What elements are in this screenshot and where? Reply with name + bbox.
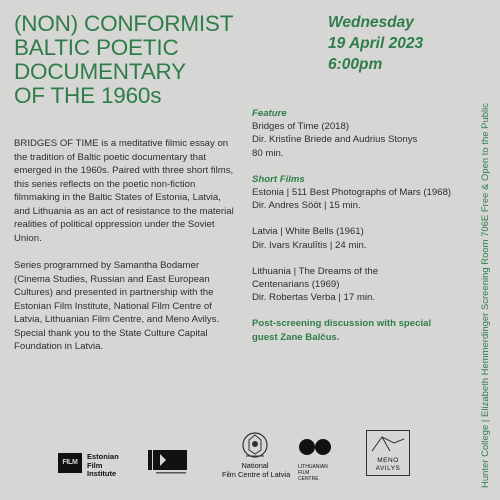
emblem-logo (148, 450, 192, 476)
meno-avilys-logo (366, 430, 410, 476)
short-director: Dir. Andres Sööt | 15 min. (252, 200, 361, 212)
lfc-line: CENTRE (298, 476, 319, 482)
program-listing (252, 107, 452, 344)
partner-logos (0, 420, 470, 500)
page-title (14, 12, 314, 108)
intro-text (14, 137, 234, 368)
feature-title: Bridges of Time (2018) (252, 121, 350, 133)
short-title: Latvia | White Bells (1961) (252, 226, 364, 238)
intro-paragraph-credits: Series programmed by Samantha Bodamer (Cinema Studies, Russian and East European Cultures) and presented in partnership with the Estonian Film Institute, National Film Centre of Latvia, Lithuanian Film Centre, and Meno Avilys. Special thank you to the State Culture Capital Foundation in Latvia. (14, 260, 220, 352)
efi-mark: FILM (58, 453, 82, 473)
venue-text: Hunter College | Elizabeth Hemmerdinger Screening Room 706E Free & Open to the Public (479, 102, 490, 488)
title-line: OF THE 1960s (14, 83, 162, 108)
discussion-note (252, 317, 452, 343)
efi-line: Institute (87, 469, 117, 478)
title-line: (NON) CONFORMIST (14, 11, 234, 36)
event-date: 19 April 2023 (328, 35, 424, 52)
meno-avilys-mark-icon (368, 433, 408, 455)
short-director: Dir. Ivars Kraulītis | 24 min. (252, 239, 367, 251)
lithuanian-circles-icon (298, 438, 332, 456)
shorts-heading: Short Films (252, 173, 305, 185)
lfc-line: FILM (298, 470, 310, 476)
lfc-line: LITHUANIAN (298, 464, 328, 470)
efi-line: Film (87, 460, 103, 470)
feature-heading: Feature (252, 108, 287, 119)
short-title: Estonia | 511 Best Photographs of Mars (1968) (252, 187, 452, 199)
title-line: BALTIC POETIC (14, 35, 179, 60)
intro-paragraph-description: BRIDGES OF TIME is a meditative filmic essay on the tradition of Baltic poetic documentary that emerged in the 1960s. Paired with three short films, this series reflects on the poetic non-fiction filmmaking in the Baltic States of Estonia, Latvia, and Lithuania as an act of resistance to the material realities of political oppression under the Soviet Union. (14, 138, 234, 244)
latvia-line: National (241, 461, 269, 470)
meno-line: MENO (377, 457, 399, 464)
event-day: Wednesday (328, 14, 414, 31)
feature-runtime: 80 min. (252, 147, 284, 159)
discussion-line: Post-screening discussion with special (252, 318, 432, 330)
latvia-film-centre-logo (222, 430, 291, 490)
event-time: 6:00pm (328, 56, 383, 73)
latvia-line: Film Centre of Latvia (222, 469, 291, 479)
emblem-icon (148, 450, 192, 476)
efi-line: Estonian (87, 452, 119, 461)
lithuanian-film-centre-logo (298, 438, 338, 483)
title-line: DOCUMENTARY (14, 59, 186, 84)
estonian-film-institute-logo (58, 453, 128, 483)
meno-line: AVILYS (375, 464, 401, 472)
event-datetime (328, 12, 423, 75)
discussion-line: guest Zane Balčus. (252, 331, 340, 343)
latvia-crest-icon (240, 430, 270, 462)
short-title: Lithuania | The Dreams of the (252, 265, 379, 277)
feature-director: Dir. Kristīne Briede and Audrius Stonys (252, 134, 418, 146)
short-director: Dir. Robertas Verba | 17 min. (252, 292, 376, 304)
short-title-continued: Centenarians (1969) (252, 279, 340, 291)
